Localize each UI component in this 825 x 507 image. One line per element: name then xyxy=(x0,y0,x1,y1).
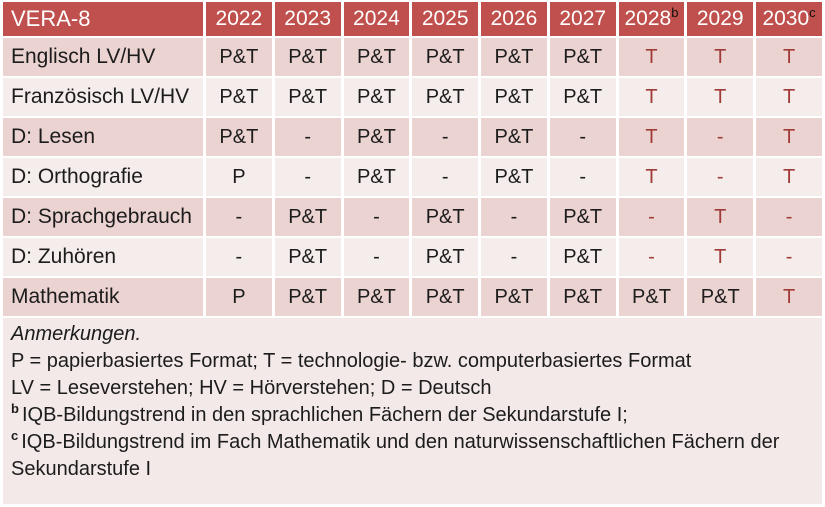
format-cell: - xyxy=(275,158,341,196)
format-cell: T xyxy=(756,158,822,196)
row-label: D: Lesen xyxy=(3,118,203,156)
year-header-2027: 2027 xyxy=(550,2,616,36)
notes-line-formats: P = papierbasiertes Format; T = technologie- bzw. computerbasiertes Format xyxy=(11,350,692,372)
table-row xyxy=(3,238,822,276)
format-cell: P&T xyxy=(481,78,547,116)
notes-title: Anmerkungen. xyxy=(11,323,142,345)
year-header-2030: 2030$^c$ xyxy=(756,2,822,36)
format-cell: - xyxy=(756,198,822,236)
footnote-c-text: IQB-Bildungstrend im Fach Mathematik und den naturwissenschaftlichen Fächern der Sekundarstufe I xyxy=(11,431,780,480)
footnote-b-text: IQB-Bildungstrend in den sprachlichen Fächern der Sekundarstufe I; xyxy=(21,404,628,426)
format-cell: P&T xyxy=(344,118,410,156)
notes-section xyxy=(3,318,822,504)
row-label: D: Orthografie xyxy=(3,158,203,196)
format-cell: - xyxy=(481,238,547,276)
format-cell: P&T xyxy=(275,278,341,316)
format-cell: P&T xyxy=(344,278,410,316)
format-cell: - xyxy=(412,118,478,156)
row-label: Französisch LV/HV xyxy=(3,78,203,116)
format-cell: P&T xyxy=(275,198,341,236)
format-cell: P&T xyxy=(206,118,272,156)
notes-line-abbreviations: LV = Leseverstehen; HV = Hörverstehen; D = Deutsch xyxy=(11,377,492,399)
format-cell: P&T xyxy=(344,78,410,116)
table-row xyxy=(3,278,822,316)
footnote-c xyxy=(11,429,814,483)
format-cell: P&T xyxy=(344,158,410,196)
format-cell: P&T xyxy=(687,278,753,316)
format-cell: P&T xyxy=(481,118,547,156)
format-cell: T xyxy=(756,78,822,116)
footnote-marker-c: c xyxy=(809,5,816,20)
format-cell: P&T xyxy=(481,278,547,316)
format-cell: P&T xyxy=(481,158,547,196)
table-row xyxy=(3,158,822,196)
year-header-2025: 2025 xyxy=(412,2,478,36)
format-cell: P xyxy=(206,278,272,316)
format-cell: T xyxy=(756,118,822,156)
format-cell: T xyxy=(756,278,822,316)
format-cell: - xyxy=(206,198,272,236)
format-cell: T xyxy=(619,38,685,76)
format-cell: P&T xyxy=(412,38,478,76)
format-cell: P&T xyxy=(550,278,616,316)
format-cell: - xyxy=(412,158,478,196)
format-cell: T xyxy=(687,238,753,276)
year-header-2023: 2023 xyxy=(275,2,341,36)
format-cell: T xyxy=(619,78,685,116)
format-cell: - xyxy=(550,158,616,196)
format-cell: P&T xyxy=(275,38,341,76)
row-label: Englisch LV/HV xyxy=(3,38,203,76)
format-cell: T xyxy=(687,198,753,236)
format-cell: T xyxy=(619,158,685,196)
footnote-marker-b: b xyxy=(671,5,679,20)
year-header-2029: 2029 xyxy=(687,2,753,36)
footnote-b xyxy=(11,402,814,429)
format-cell: - xyxy=(619,198,685,236)
format-cell: T xyxy=(619,118,685,156)
format-cell: - xyxy=(619,238,685,276)
year-header-2024: 2024 xyxy=(344,2,410,36)
format-cell: P&T xyxy=(550,238,616,276)
table-row xyxy=(3,38,822,76)
row-label: Mathematik xyxy=(3,278,203,316)
format-cell: P&T xyxy=(206,78,272,116)
format-cell: P&T xyxy=(550,198,616,236)
format-cell: T xyxy=(687,38,753,76)
format-cell: P&T xyxy=(275,78,341,116)
format-cell: P&T xyxy=(412,198,478,236)
format-cell: P&T xyxy=(275,238,341,276)
header-row xyxy=(3,2,822,36)
format-cell: - xyxy=(275,118,341,156)
format-cell: - xyxy=(687,118,753,156)
format-cell: T xyxy=(687,78,753,116)
footnote-c-marker: c xyxy=(11,428,19,444)
format-cell: - xyxy=(756,238,822,276)
format-cell: P&T xyxy=(550,38,616,76)
year-header-2028: 2028$^b$ xyxy=(619,2,685,36)
format-cell: P xyxy=(206,158,272,196)
format-cell: P&T xyxy=(344,38,410,76)
table-row xyxy=(3,78,822,116)
format-cell: P&T xyxy=(412,238,478,276)
format-cell: - xyxy=(344,238,410,276)
format-cell: - xyxy=(344,198,410,236)
table-body xyxy=(3,38,822,316)
table-row xyxy=(3,118,822,156)
format-cell: - xyxy=(481,198,547,236)
table-header xyxy=(3,2,822,36)
format-cell: P&T xyxy=(550,78,616,116)
format-cell: - xyxy=(550,118,616,156)
format-cell: P&T xyxy=(619,278,685,316)
format-cell: P&T xyxy=(412,278,478,316)
table-row xyxy=(3,198,822,236)
format-cell: P&T xyxy=(412,78,478,116)
row-label: D: Sprachgebrauch xyxy=(3,198,203,236)
year-header-2022: 2022 xyxy=(206,2,272,36)
year-header-2026: 2026 xyxy=(481,2,547,36)
table-title: VERA-8 xyxy=(3,2,203,36)
format-cell: T xyxy=(756,38,822,76)
format-cell: P&T xyxy=(481,38,547,76)
footnote-b-marker: b xyxy=(11,401,19,417)
format-cell: - xyxy=(206,238,272,276)
row-label: D: Zuhören xyxy=(3,238,203,276)
format-cell: - xyxy=(687,158,753,196)
format-cell: P&T xyxy=(206,38,272,76)
